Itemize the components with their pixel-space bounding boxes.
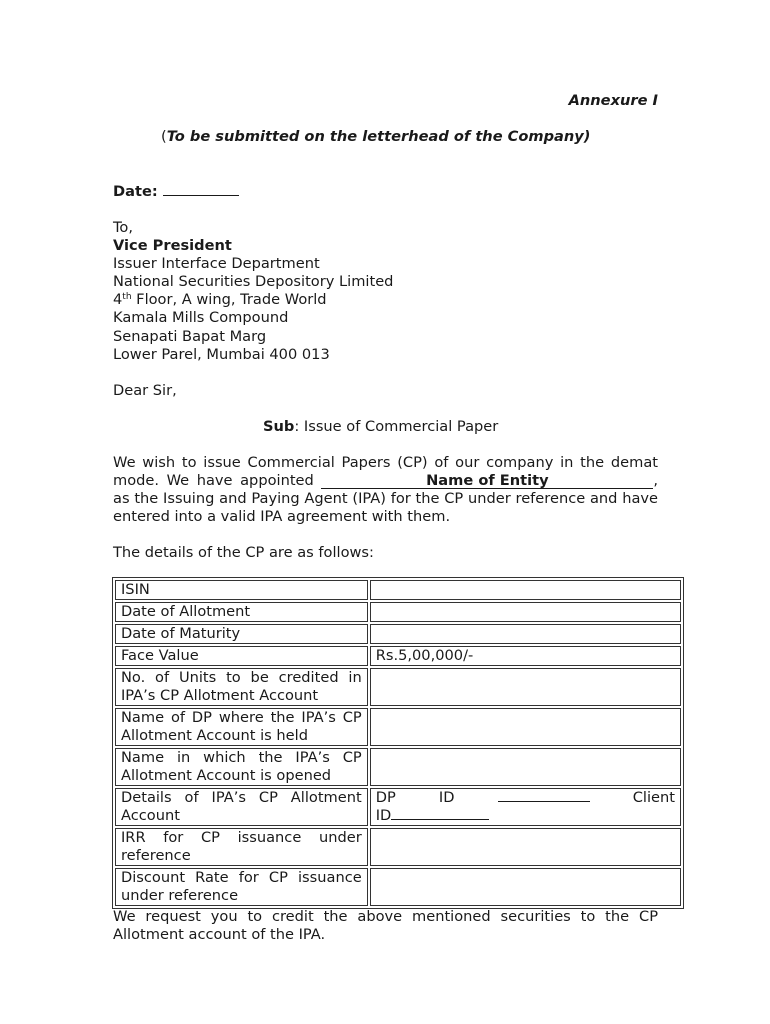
subject-line xyxy=(263,418,498,435)
row-label: Name of DP where the IPA’s CP Allotment Account is held xyxy=(115,708,368,746)
annexure-heading: Annexure I xyxy=(568,92,658,109)
client-label: Client xyxy=(632,789,675,806)
face-value: Rs.5,00,000/- xyxy=(370,646,681,666)
row-label: Date of Allotment xyxy=(115,602,368,622)
table-row xyxy=(115,828,681,866)
table-row xyxy=(115,708,681,746)
dp-id-blank xyxy=(498,789,590,802)
row-value xyxy=(370,868,681,906)
address-city: Lower Parel, Mumbai 400 013 xyxy=(113,345,330,363)
date-blank xyxy=(163,183,239,196)
row-label: Name in which the IPA’s CP Allotment Account is opened xyxy=(115,748,368,786)
floor-rest: Floor, A wing, Trade World xyxy=(131,291,327,309)
salutation: Dear Sir, xyxy=(113,382,177,399)
instruction-text: To be submitted on the letterhead of the Company) xyxy=(166,128,591,145)
table-row xyxy=(115,788,681,826)
intro-text-after: , as the Issuing and Paying Agent (IPA) for the CP under reference and have entered into a valid IPA agreement with them. xyxy=(113,472,658,526)
closing-paragraph: We request you to credit the above mentioned securities to the CP Allotment account of the IPA. xyxy=(113,908,658,944)
table-row xyxy=(115,646,681,666)
client-id-blank xyxy=(391,807,489,820)
recipient-address xyxy=(113,219,393,364)
table-row xyxy=(115,868,681,906)
row-label: ISIN xyxy=(115,580,368,600)
row-value xyxy=(370,828,681,866)
row-value xyxy=(370,708,681,746)
floor-superscript: th xyxy=(122,292,132,303)
date-line xyxy=(113,183,239,201)
row-value xyxy=(370,580,681,600)
address-compound: Kamala Mills Compound xyxy=(113,309,289,327)
letterhead-instruction xyxy=(161,128,590,145)
row-label: No. of Units to be credited in IPA’s CP Allotment Account xyxy=(115,668,368,706)
row-value xyxy=(370,624,681,644)
table-row xyxy=(115,748,681,786)
dp-label: DP xyxy=(375,789,396,806)
client-id-label: ID xyxy=(375,807,392,824)
dp-client-id-cell xyxy=(370,788,681,826)
row-value xyxy=(370,602,681,622)
row-label: IRR for CP issuance under reference xyxy=(115,828,368,866)
details-intro: The details of the CP are as follows: xyxy=(113,544,374,561)
address-department: Issuer Interface Department xyxy=(113,255,320,273)
intro-text-before: We wish to issue Commercial Papers (CP) of our company in the demat mode. We have appointed xyxy=(113,454,658,490)
table-row xyxy=(115,580,681,600)
date-label: Date: xyxy=(113,183,158,200)
instruction-paren: ( xyxy=(161,128,167,145)
floor-number: 4 xyxy=(113,291,123,309)
cp-details-table xyxy=(112,577,684,909)
table-row xyxy=(115,624,681,644)
row-label: Discount Rate for CP issuance under reference xyxy=(115,868,368,906)
row-label: Details of IPA’s CP Allotment Account xyxy=(115,788,368,826)
row-value xyxy=(370,668,681,706)
dp-id-label: ID xyxy=(438,789,455,806)
client-id-line xyxy=(376,807,675,825)
intro-paragraph xyxy=(113,454,658,526)
table-row xyxy=(115,602,681,622)
row-value xyxy=(370,748,681,786)
row-label: Date of Maturity xyxy=(115,624,368,644)
address-to: To, xyxy=(113,219,134,236)
address-road: Senapati Bapat Marg xyxy=(113,327,267,345)
address-company: National Securities Depository Limited xyxy=(113,273,394,291)
dp-id-line xyxy=(376,789,675,807)
table-row xyxy=(115,668,681,706)
address-floor xyxy=(113,291,393,309)
entity-name-blank: Name of Entity xyxy=(321,473,653,489)
subject-text: : Issue of Commercial Paper xyxy=(294,418,499,435)
row-label: Face Value xyxy=(115,646,368,666)
address-title: Vice President xyxy=(113,237,232,255)
subject-label: Sub xyxy=(263,418,295,435)
